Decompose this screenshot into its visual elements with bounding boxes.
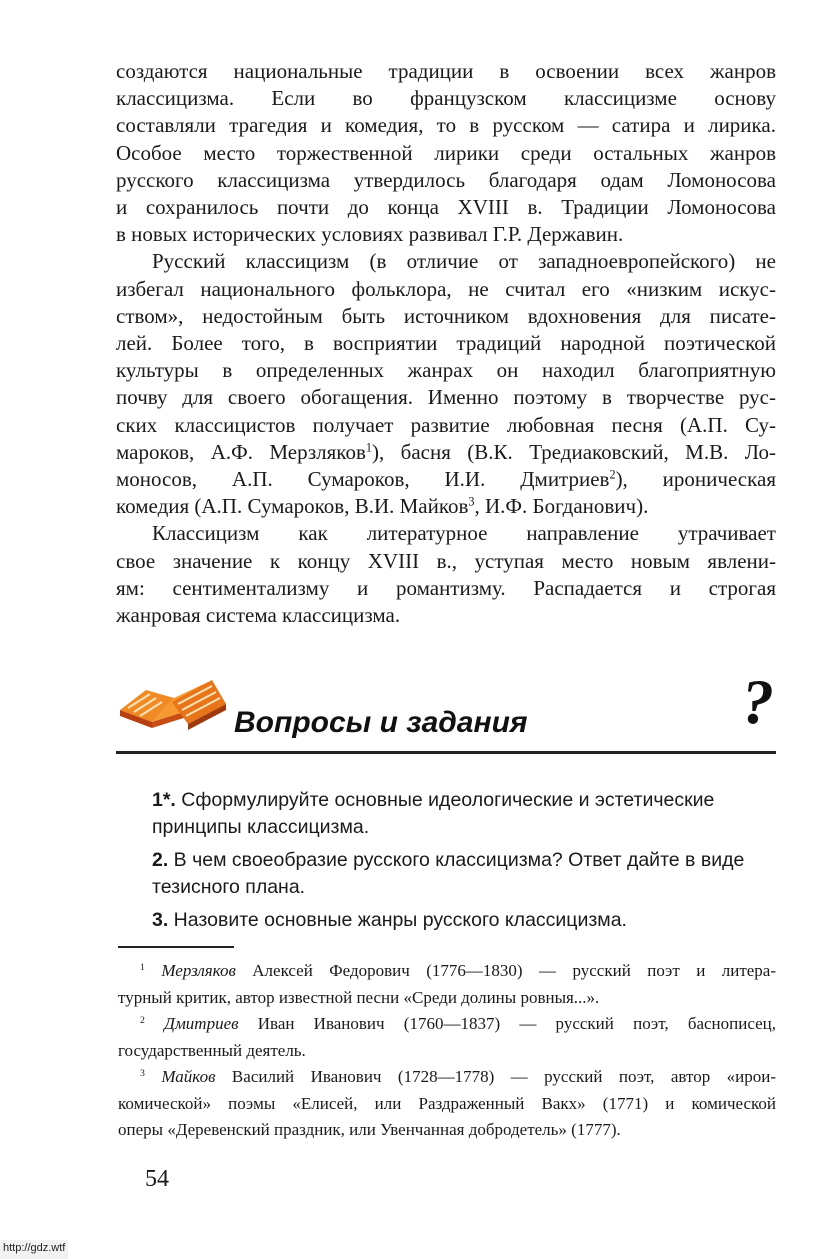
text-line: жанровая система классицизма. — [116, 603, 401, 628]
page-number: 54 — [145, 1166, 169, 1192]
text-line: в новых исторических условиях развивал Г.Р. Державин. — [116, 222, 624, 247]
text-segment: ), ироническая — [615, 467, 776, 492]
text-line: Классицизм как литературное направление утрачивает — [152, 521, 776, 546]
text-line: составляли трагедия и комедия, то в русском — сатира и лирика. — [116, 113, 776, 138]
footnote-mark: 2 — [140, 1014, 145, 1026]
text-line: и сохранилось почти до конца XVIII в. Традиции Ломоносова — [116, 195, 776, 220]
footnote-text: Иван Иванович (1760—1837) — русский поэт, баснописец, — [238, 1014, 776, 1033]
footnote-ref: 2 — [609, 467, 616, 482]
text-line: почву для своего обогащения. Именно поэтому в творчестве рус- — [116, 385, 776, 410]
text-line — [116, 466, 776, 493]
task-number: 2. — [152, 849, 169, 871]
question-mark-icon: ? — [742, 666, 774, 737]
footnote-line: государственный деятель. — [118, 1040, 306, 1060]
footnote-text: Алексей Федорович (1776—1830) — русский поэт и литера- — [235, 961, 777, 980]
footnote-term: Мерзляков — [161, 961, 236, 980]
text-line — [116, 439, 776, 466]
footnote-line — [118, 1011, 776, 1038]
footnote-mark: 1 — [140, 961, 145, 973]
task-item — [152, 847, 776, 901]
task-list — [152, 787, 776, 940]
task-text: Сформулируйте основные идеологические и эстетические принципы классицизма. — [152, 789, 715, 838]
text-line: ских классицистов получает развитие любовная песня (А.П. Су- — [116, 412, 776, 437]
footnote-divider — [118, 946, 234, 948]
section-divider — [116, 751, 776, 754]
text-line: создаются национальные традиции в освоении всех жанров — [116, 59, 776, 83]
footnote-1 — [118, 958, 776, 1011]
text-line: русского классицизма утвердилось благодаря одам Ломоносова — [116, 167, 776, 192]
text-line: ством», недостойным быть источником вдохновения для писате- — [116, 303, 776, 328]
body-text — [116, 58, 776, 629]
footnote-line — [118, 1064, 776, 1091]
text-line: Особое место торжественной лирики среди остальных жанров — [116, 140, 776, 165]
text-segment: моносов, А.П. Сумароков, И.И. Дмитриев — [116, 467, 610, 492]
text-segment: комедия (А.П. Сумароков, В.И. Майков — [116, 494, 469, 519]
text-line — [116, 493, 776, 520]
text-line: лей. Более того, в восприятии традиций народной поэтической — [116, 331, 776, 356]
text-line: избегал национального фольклора, не считал его «низким искус- — [116, 276, 776, 301]
text-segment: ), басня (В.К. Тредиаковский, М.В. Ло- — [371, 439, 776, 464]
task-item — [152, 787, 776, 841]
text-line: Русский классицизм (в отличие от западноевропейского) не — [152, 249, 776, 274]
footnote-line: оперы «Деревенский праздник, или Увенчанная добродетель» (1777). — [118, 1120, 621, 1139]
footnote-term: Майков — [161, 1067, 216, 1086]
footnote-ref: 1 — [365, 440, 372, 455]
footnote-ref: 3 — [468, 494, 475, 509]
open-book-icon — [116, 676, 228, 740]
footnote-mark: 3 — [140, 1067, 145, 1079]
task-number: 3. — [152, 909, 169, 931]
footnote-2 — [118, 1011, 776, 1064]
text-segment: мароков, А.Ф. Мерзляков — [116, 439, 366, 464]
text-line: свое значение к концу XVIII в., уступая место новым явлени- — [116, 548, 776, 573]
text-line: культуры в определенных жанрах он находил благоприятную — [116, 358, 776, 383]
footnote-line: комической» поэмы «Елисей, или Раздраженный Вакх» (1771) и комической — [118, 1093, 776, 1113]
paragraph-3 — [116, 520, 776, 629]
footnote-text: Василий Иванович (1728—1778) — русский поэт, автор «ирои- — [215, 1067, 776, 1086]
footnote-line: турный критик, автор известной песни «Среди долины ровныя...». — [118, 987, 600, 1007]
text-line: ям: сентиментализму и романтизму. Распадается и строгая — [116, 575, 776, 600]
task-number: 1*. — [152, 789, 176, 811]
paragraph-1 — [116, 58, 776, 248]
task-text: Назовите основные жанры русского классицизма. — [168, 909, 627, 931]
section-title: Вопросы и задания — [234, 706, 528, 739]
watermark-link[interactable]: http://gdz.wtf — [0, 1240, 68, 1259]
text-segment: , И.Ф. Богданович). — [474, 494, 649, 519]
footnote-line — [118, 958, 776, 985]
task-item — [152, 907, 776, 934]
text-line: классицизма. Если во французском классицизме основу — [116, 86, 776, 111]
footnotes — [118, 958, 776, 1144]
footnote-term: Дмитриев — [164, 1014, 239, 1033]
paragraph-2 — [116, 248, 776, 520]
section-header — [116, 666, 776, 756]
task-text: В чем своеобразие русского классицизма? Ответ дайте в виде тезисного плана. — [152, 849, 745, 898]
footnote-3 — [118, 1064, 776, 1144]
